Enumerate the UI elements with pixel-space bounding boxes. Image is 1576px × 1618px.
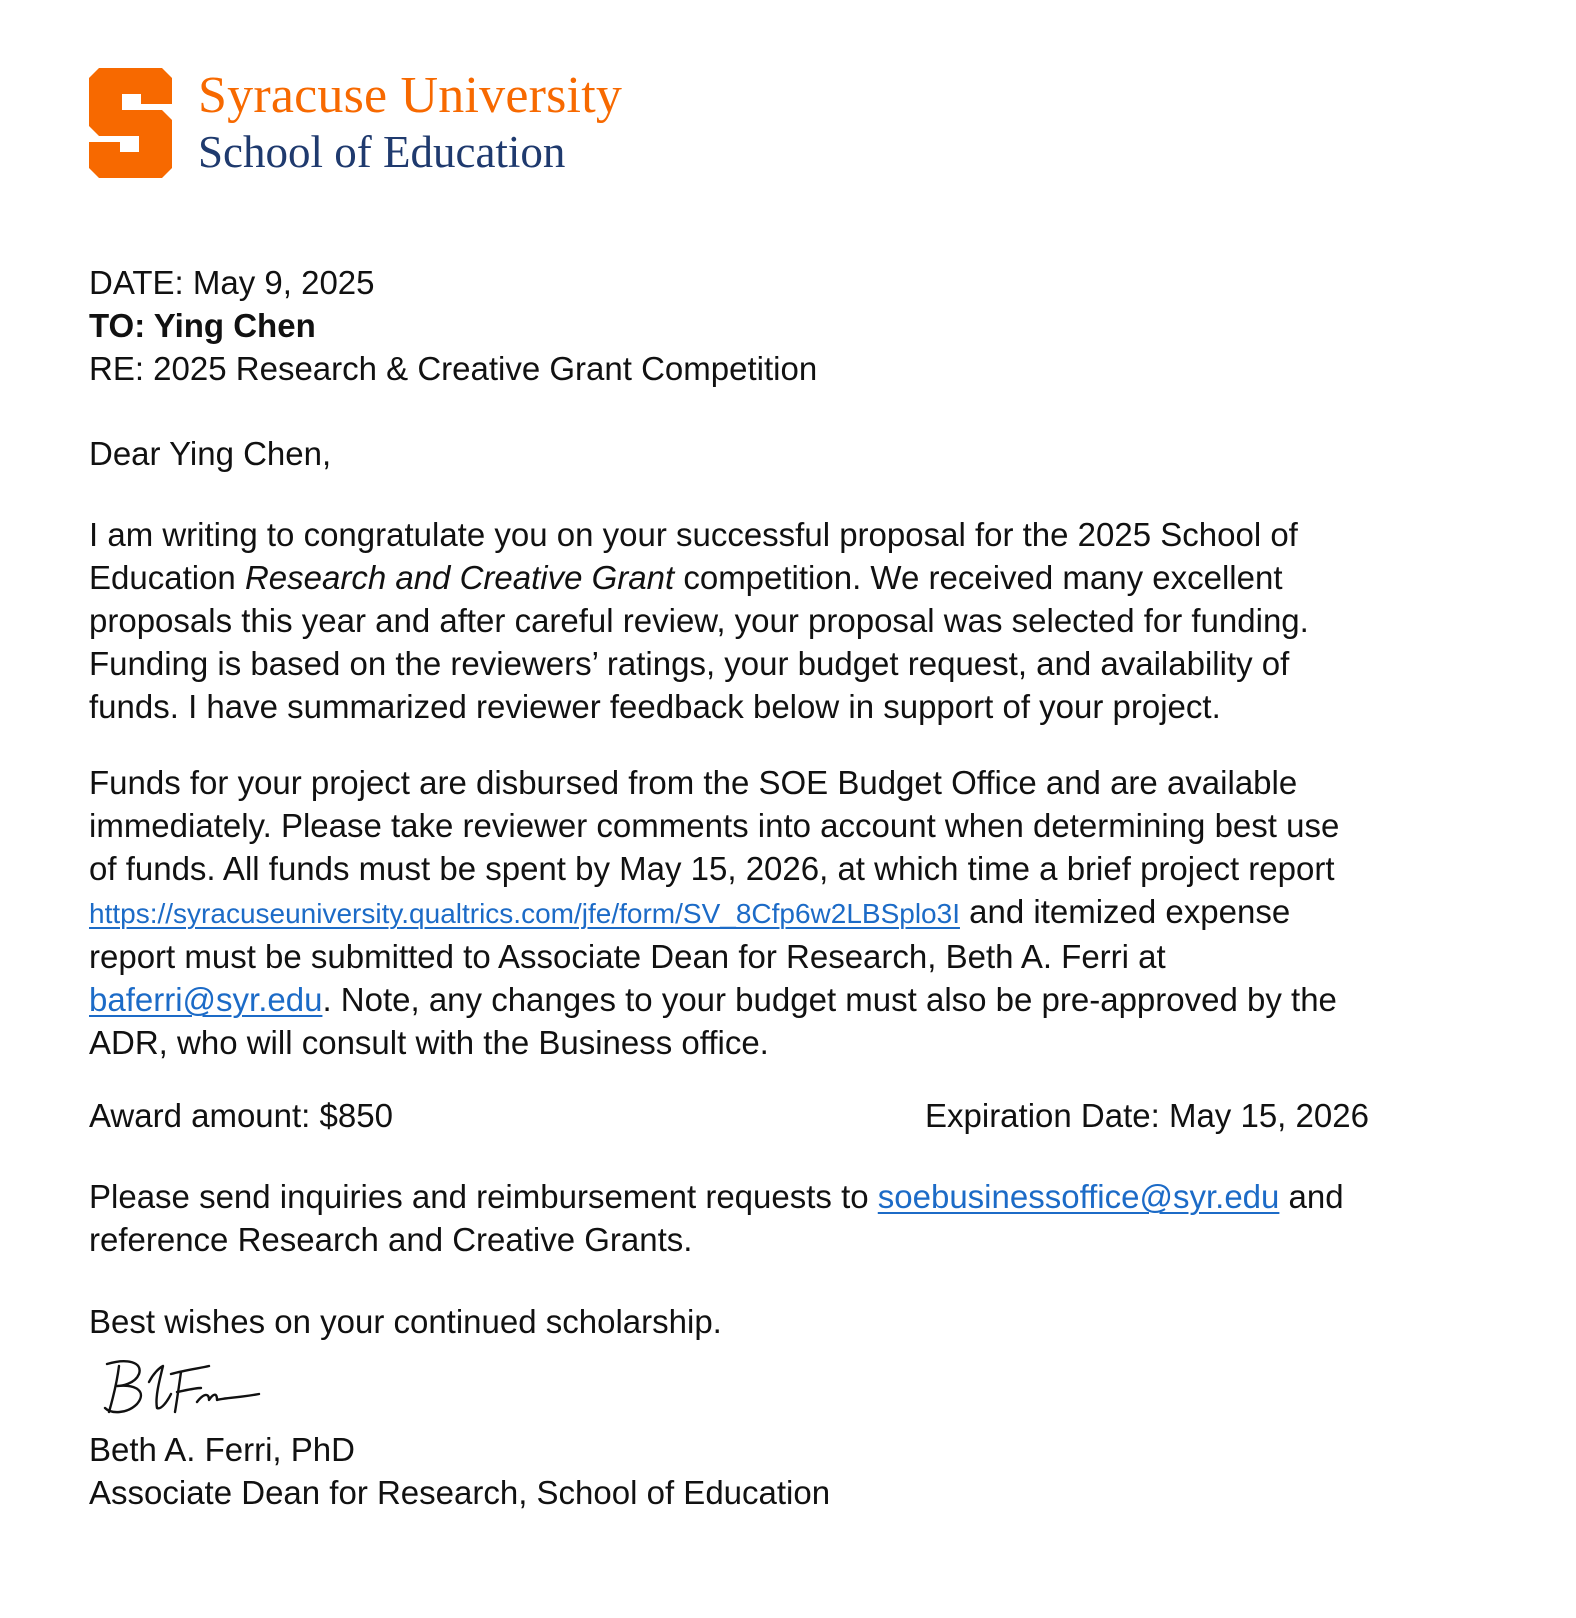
paragraph-line: Funding is based on the reviewers’ ratings, your budget request, and availability of [89,645,1290,682]
to-line: TO: Ying Chen [89,307,316,344]
grant-name-italic: Research and Creative Grant [244,559,675,596]
paragraph-line: proposals this year and after careful review, your proposal was selected for funding. [89,602,1309,639]
paragraph-funds [89,761,1529,1064]
text-span: and itemized expense [959,893,1291,930]
brand-header [89,66,729,178]
paragraph-line [89,1175,1529,1218]
signer-block [89,1428,1529,1514]
award-amount: Award amount: $850 [89,1097,393,1134]
paragraph-line [89,890,1529,935]
text-span: Please send inquiries and reimbursement requests to [89,1178,878,1215]
university-name: Syracuse University [198,67,623,124]
paragraph-line: reference Research and Creative Grants. [89,1221,693,1258]
handwritten-signature [97,1352,267,1424]
paragraph-line: immediately. Please take reviewer comments into account when determining best use [89,807,1340,844]
paragraph-line: of funds. All funds must be spent by May 15, 2026, at which time a brief project report [89,850,1335,887]
closing-line: Best wishes on your continued scholarship. [89,1303,722,1340]
paragraph-inquiries [89,1175,1529,1261]
text-span: and [1279,1178,1344,1215]
paragraph-line: Funds for your project are disbursed from the SOE Budget Office and are available [89,764,1298,801]
school-name: School of Education [198,127,566,177]
re-line: RE: 2025 Research & Creative Grant Competition [89,350,818,387]
block-s-logo-icon [89,68,172,178]
signer-title: Associate Dean for Research, School of Education [89,1474,831,1511]
paragraph-line: funds. I have summarized reviewer feedback below in support of your project. [89,688,1221,725]
expiration-date: Expiration Date: May 15, 2026 [925,1097,1369,1134]
text-span: . Note, any changes to your budget must also be pre-approved by the [322,981,1337,1018]
paragraph-congratulations [89,513,1529,728]
salutation: Dear Ying Chen, [89,435,332,472]
text-span: competition. We received many excellent [674,559,1283,596]
paragraph-line [89,556,1529,599]
text-span: Education [89,559,245,596]
report-form-link[interactable]: https://syracuseuniversity.qualtrics.com/jfe/form/SV_8Cfp6w2LBSplo3I [89,898,960,929]
email-link-baferri[interactable]: baferri@syr.edu [89,981,323,1018]
email-link-soebusinessoffice[interactable]: soebusinessoffice@syr.edu [877,1178,1280,1215]
paragraph-line: report must be submitted to Associate Dean for Research, Beth A. Ferri at [89,938,1166,975]
paragraph-line: ADR, who will consult with the Business office. [89,1024,769,1061]
paragraph-line: I am writing to congratulate you on your successful proposal for the 2025 School of [89,516,1298,553]
date-line: DATE: May 9, 2025 [89,264,375,301]
memo-header [89,261,1529,390]
paragraph-line [89,978,1529,1021]
signer-name: Beth A. Ferri, PhD [89,1431,355,1468]
